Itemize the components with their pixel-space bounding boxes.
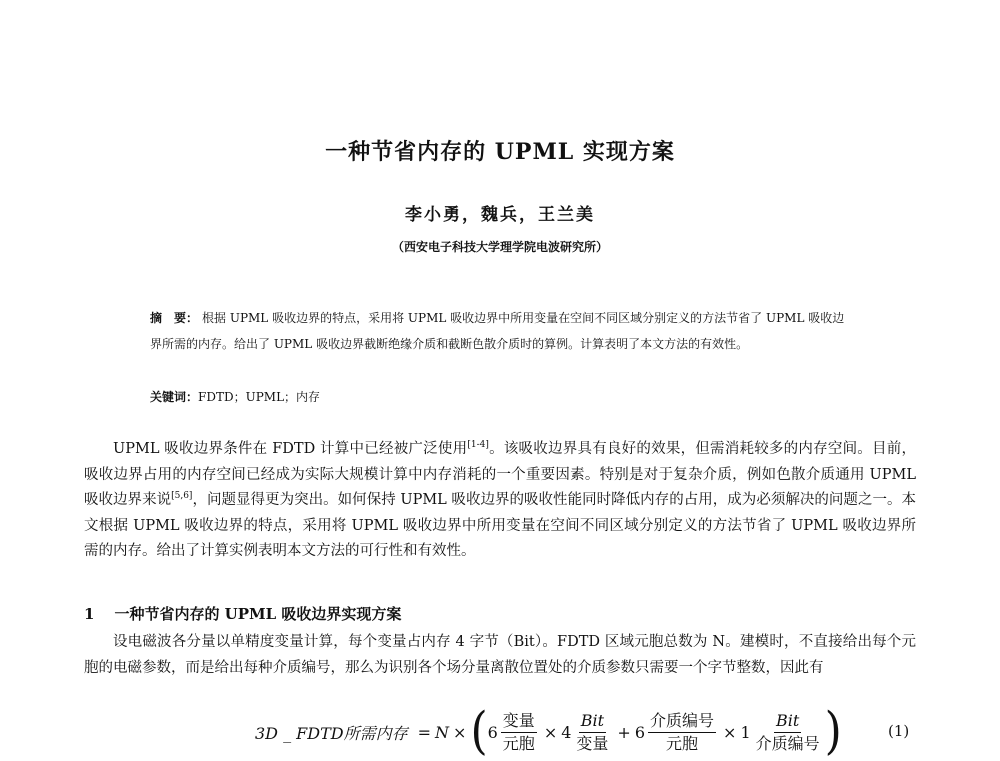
left-paren: ( xyxy=(470,702,488,761)
coefficient: 6 xyxy=(634,722,646,742)
equation-n: N xyxy=(435,722,450,742)
times-sign: × xyxy=(543,722,558,742)
fraction-denominator: 元胞 xyxy=(502,733,535,753)
fraction xyxy=(574,710,610,755)
section-number: 1 xyxy=(84,605,95,623)
coefficient: 1 xyxy=(740,722,751,742)
equation-lhs: 3D _ FDTD所需内存 xyxy=(255,723,408,743)
times-sign: × xyxy=(723,722,737,742)
paper-authors: 李小勇，魏兵，王兰美 xyxy=(405,205,595,225)
fraction xyxy=(754,710,822,755)
keywords-label: 关键词： xyxy=(150,390,199,404)
equation-number: (1) xyxy=(888,722,910,740)
keywords-text: FDTD；UPML；内存 xyxy=(198,390,321,404)
paper-title: 一种节省内存的 UPML 实现方案 xyxy=(325,139,675,165)
plus-sign: + xyxy=(617,722,631,742)
section-paragraph: 设电磁波各分量以单精度变量计算，每个变量占内存 4 字节（Bit）。FDTD 区域元胞总数为 N。建模时，不直接给出每个元胞的电磁参数，而是给出每种介质编号，那么为识别各个场分量离散位置处的介质参数只需要一个字节整数，因此有 xyxy=(84,634,916,676)
coefficient: 4 xyxy=(561,722,572,742)
times-sign: × xyxy=(453,722,467,742)
equals-sign: = xyxy=(417,722,432,742)
author-affiliation: （西安电子科技大学理学院电波研究所） xyxy=(391,240,608,254)
fraction xyxy=(648,710,716,755)
abstract xyxy=(150,305,850,357)
fraction-denominator: 介质编号 xyxy=(755,733,820,753)
fraction-numerator: 变量 xyxy=(501,710,537,733)
abstract-label: 摘 要： xyxy=(150,311,199,325)
section-title: 一种节省内存的 UPML 吸收边界实现方案 xyxy=(114,605,402,623)
fraction xyxy=(501,710,537,755)
fraction-denominator: 变量 xyxy=(576,733,609,753)
abstract-text: 根据 UPML 吸收边界的特点，采用将 UPML 吸收边界中所用变量在空间不同区域分别定义的方法节省了 UPML 吸收边界所需的内存。给出了 UPML 吸收边界截断绝缘介质和截断色散介质时的算例。计算表明了本文方法的有效性。 xyxy=(150,311,845,351)
fraction-denominator: 元胞 xyxy=(666,733,699,753)
keywords xyxy=(150,388,850,405)
intro-text-3: ，问题显得更为突出。如何保持 UPML 吸收边界的吸收性能同时降低内存的占用，成为必须解决的问题之一。本文根据 UPML 吸收边界的特点，采用将 UPML 吸收边界中所用变量在空间不同区域分别定义的方法节省了 UPML 吸收边界所需的内存。给出了计算实例表明本文方法的可行性和有效性。 xyxy=(84,492,916,560)
fraction-numerator: 介质编号 xyxy=(648,710,716,733)
fraction-numerator: Bit xyxy=(774,710,801,733)
intro-text-1: UPML 吸收边界条件在 FDTD 计算中已经被广泛使用 xyxy=(113,441,468,457)
equation-1 xyxy=(255,702,842,761)
fraction-numerator: Bit xyxy=(579,710,606,733)
section-heading xyxy=(84,603,401,624)
coefficient: 6 xyxy=(487,722,498,742)
intro-paragraph xyxy=(84,437,916,565)
right-paren: ) xyxy=(824,702,842,761)
citation-ref: [1-4] xyxy=(467,440,489,451)
intro-text-2: 。该吸收边界具有良好的效果，但需消耗较多的内存空间。目前，吸收边界占用的内存空间已经成为实际大规模计算中内存消耗的一个重要因素。特别是对于复杂介质，例如色散介质通用 UPML 吸收边界来说 xyxy=(84,441,916,509)
citation-ref: [5,6] xyxy=(171,491,193,502)
